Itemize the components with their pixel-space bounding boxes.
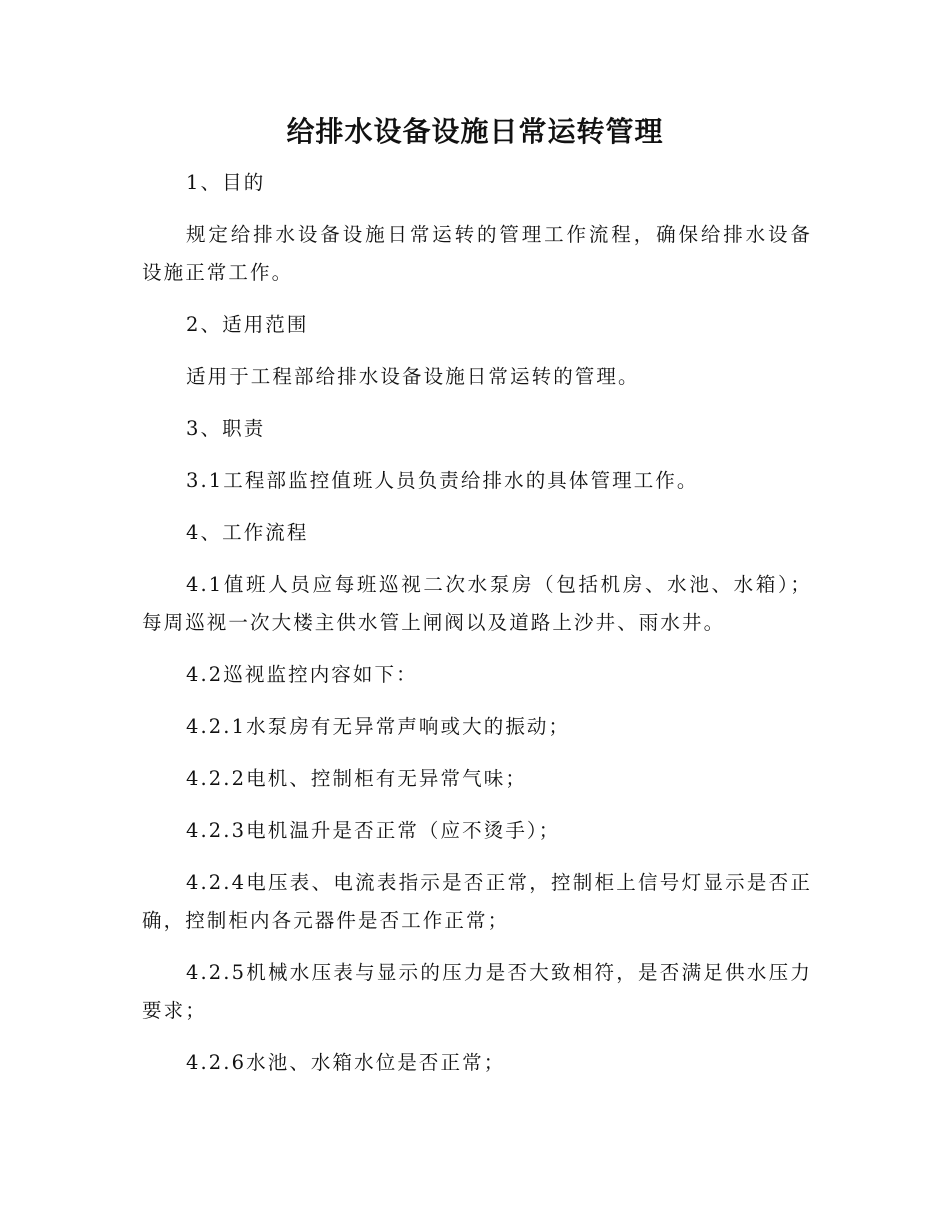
list-item-4-2-6: 4.2.6水池、水箱水位是否正常； (186, 1051, 506, 1074)
section-heading-responsibility: 3、职责 (186, 417, 266, 440)
section-heading-scope: 2、适用范围 (186, 313, 309, 336)
paragraph-workflow-4-1: 4.1值班人员应每班巡视二次水泵房（包括机房、水池、水箱）；每周巡视一次大楼主供水管上闸阀以及道路上沙井、雨水井。 (142, 573, 812, 634)
document-body (142, 164, 812, 1082)
paragraph-workflow-4-2: 4.2巡视监控内容如下： (186, 663, 418, 686)
list-item-4-2-5: 4.2.5机械水压表与显示的压力是否大致相符，是否满足供水压力要求； (142, 961, 812, 1022)
document-title: 给排水设备设施日常运转管理 (286, 115, 664, 148)
list-item-4-2-2: 4.2.2电机、控制柜有无异常气味； (186, 767, 527, 790)
list-item-4-2-1: 4.2.1水泵房有无异常声响或大的振动； (186, 715, 571, 738)
paragraph-scope: 适用于工程部给排水设备设施日常运转的管理。 (186, 365, 640, 388)
list-item-4-2-4: 4.2.4电压表、电流表指示是否正常，控制柜上信号灯显示是否正确，控制柜内各元器件是否工作正常； (142, 871, 812, 932)
paragraph-responsibility: 3.1工程部监控值班人员负责给排水的具体管理工作。 (186, 469, 699, 492)
paragraph-purpose: 规定给排水设备设施日常运转的管理工作流程，确保给排水设备设施正常工作。 (142, 223, 812, 284)
section-heading-purpose: 1、目的 (186, 171, 266, 194)
list-item-4-2-3: 4.2.3电机温升是否正常（应不烫手）； (186, 819, 561, 842)
section-heading-workflow: 4、工作流程 (186, 521, 309, 544)
